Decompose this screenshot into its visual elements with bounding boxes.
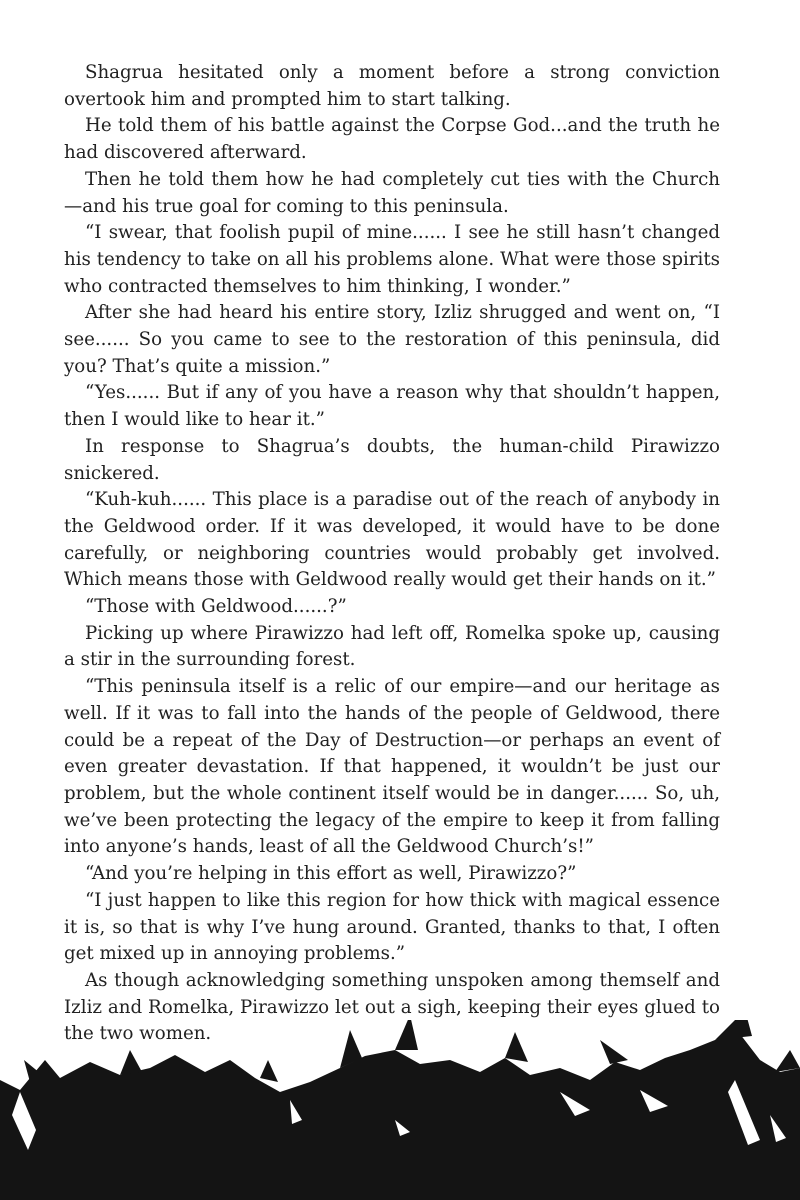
body-text [64, 60, 720, 1048]
paragraph: As though acknowledging something unspoken among themself and Izliz and Romelka, Pirawizzo let out a sigh, keeping their eyes glued to the two women. [64, 969, 720, 1045]
paragraph: “This peninsula itself is a relic of our empire—and our heritage as well. If it was to fall into the hands of the people of Geldwood, there could be a repeat of the Day of Destruction—or perhaps an event of even greater devastation. If that happened, it wouldn’t be just our problem, but the whole continent itself would be in danger...... So, uh, we’ve been protecting the legacy of the empire to keep it from falling into anyone’s hands, least of all the Geldwood Church’s!” [64, 676, 720, 858]
paragraph: Picking up where Pirawizzo had left off, Romelka spoke up, causing a stir in the surrounding forest. [64, 622, 720, 671]
paragraph: After she had heard his entire story, Izliz shrugged and went on, “I see...... So you came to see to the restoration of this peninsula, did you? That’s quite a mission.” [64, 302, 720, 377]
paragraph: “Kuh-kuh...... This place is a paradise out of the reach of anybody in the Geldwood order. If it was developed, it would have to be done carefully, or neighboring countries would probably get involved. Which means those with Geldwood really would get their hands on it.” [64, 489, 720, 591]
paragraph: In response to Shagrua’s doubts, the human-child Pirawizzo snickered. [64, 435, 720, 484]
paragraph: “Yes...... But if any of you have a reason why that shouldn’t happen, then I would like to hear it.” [64, 382, 720, 431]
paragraph: “And you’re helping in this effort as well, Pirawizzo?” [85, 863, 577, 885]
paragraph: “I just happen to like this region for how thick with magical essence it is, so that is why I’ve hung around. Granted, thanks to that, I often get mixed up in annoying problems.” [64, 889, 720, 965]
paragraph: Then he told them how he had completely cut ties with the Church—and his true goal for coming to this peninsula. [64, 168, 720, 217]
paragraph: “Those with Geldwood......?” [85, 596, 347, 618]
ruins-silhouette-illustration [0, 1020, 800, 1200]
paragraph: Shagrua hesitated only a moment before a strong conviction overtook him and prompted him to start talking. [64, 62, 720, 110]
ruins-shapes [0, 1020, 800, 1200]
paragraph: “I swear, that foolish pupil of mine...... I see he still hasn’t changed his tendency to take on all his problems alone. What were those spirits who contracted themselves to him thinking, I wonder.” [64, 222, 720, 297]
paragraph: He told them of his battle against the Corpse God...and the truth he had discovered afterward. [64, 115, 720, 164]
